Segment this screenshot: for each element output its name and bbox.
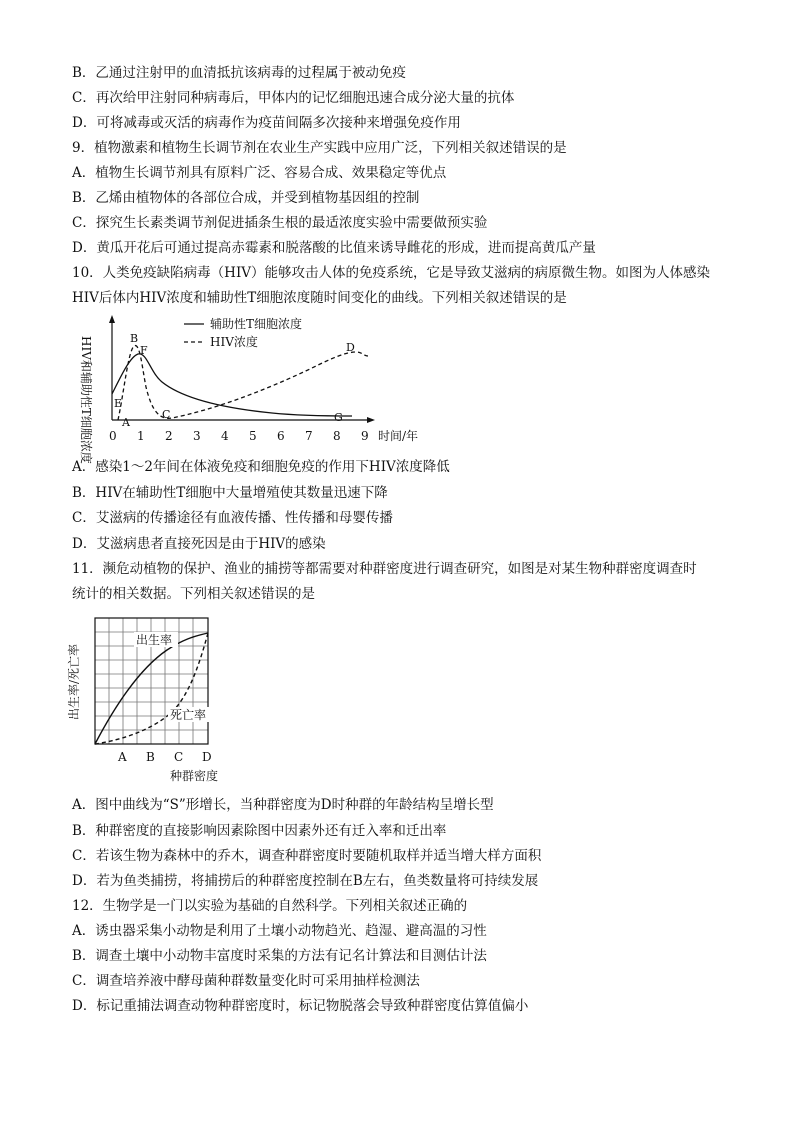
x-category-c: C xyxy=(174,750,184,764)
x-tick-7: 7 xyxy=(305,429,313,443)
q8-option-b: B．乙通过注射甲的血清抵抗该病毒的过程属于被动免疫 xyxy=(72,65,406,81)
population-chart-xlabel: 种群密度 xyxy=(170,769,219,783)
q8-option-c: C．再次给甲注射同种病毒后，甲体内的记忆细胞迅速合成分泌大量的抗体 xyxy=(72,90,515,106)
death-rate-curve xyxy=(95,633,208,744)
q10-option-a: A．感染1～2年间在体液免疫和细胞免疫的作用下HIV浓度降低 xyxy=(72,459,450,475)
q11-option-a: A．图中曲线为“S”形增长，当种群密度为D时种群的年龄结构呈增长型 xyxy=(72,797,494,813)
x-category-d: D xyxy=(202,750,212,764)
q9-stem: 9．植物激素和植物生长调节剂在农业生产实践中应用广泛，下列相关叙述错误的是 xyxy=(72,140,567,156)
q11-stem-line2: 统计的相关数据。下列相关叙述错误的是 xyxy=(72,586,315,602)
hiv-chart-ylabel: HIV和辅助性T细胞浓度 xyxy=(79,336,93,464)
q9-option-b: B．乙烯由植物体的各部位合成，并受到植物基因组的控制 xyxy=(72,190,420,206)
q8-option-d: D．可将减毒或灭活的病毒作为疫苗间隔多次接种来增强免疫作用 xyxy=(72,115,461,131)
point-label-e: E xyxy=(114,397,123,410)
x-tick-9: 9 xyxy=(361,429,369,443)
q11-option-c: C．若该生物为森林中的乔木，调查种群密度时要随机取样并适当增大样方面积 xyxy=(72,848,542,864)
hiv-chart xyxy=(72,312,434,464)
point-label-a: A xyxy=(122,416,130,429)
legend-t-cell-label: 辅助性T细胞浓度 xyxy=(210,317,303,331)
hiv-chart-y-arrow xyxy=(109,315,115,323)
x-category-b: B xyxy=(146,750,155,764)
x-tick-4: 4 xyxy=(221,429,229,443)
q9-option-a: A．植物生长调节剂具有原料广泛、容易合成、效果稳定等优点 xyxy=(72,165,447,181)
q12-option-b: B．调查土壤中小动物丰富度时采集的方法有记名计算法和目测估计法 xyxy=(72,948,487,964)
point-label-f: F xyxy=(140,344,148,357)
q9-option-c: C．探究生长素类调节剂促进插条生根的最适浓度实验中需要做预实验 xyxy=(72,215,488,231)
hiv-chart-x-arrow xyxy=(367,417,375,423)
q11-option-b: B．种群密度的直接影响因素除图中因素外还有迁入率和迁出率 xyxy=(72,823,447,839)
q10-option-d: D．艾滋病患者直接死因是由于HIV的感染 xyxy=(72,536,326,552)
point-label-g: G xyxy=(334,411,343,424)
x-tick-0: 0 xyxy=(109,429,117,443)
q11-option-d: D．若为鱼类捕捞，将捕捞后的种群密度控制在B左右，鱼类数量将可持续发展 xyxy=(72,873,539,889)
q10-stem-line1: 10．人类免疫缺陷病毒（HIV）能够攻击人体的免疫系统，它是导致艾滋病的病原微生物。如图为人体感染 xyxy=(72,265,711,281)
legend-hiv-label: HIV浓度 xyxy=(210,335,258,349)
t-cell-curve xyxy=(112,354,352,416)
birth-rate-label: 出生率 xyxy=(136,633,173,647)
q12-option-c: C．调查培养液中酵母菌种群数量变化时可采用抽样检测法 xyxy=(72,973,420,989)
q10-option-b: B．HIV在辅助性T细胞中大量增殖使其数量迅速下降 xyxy=(72,485,388,501)
q12-option-a: A．诱虫器采集小动物是利用了土壤小动物趋光、趋湿、避高温的习性 xyxy=(72,923,487,939)
birth-rate-curve xyxy=(95,633,208,744)
q12-option-d: D．标记重捕法调查动物种群密度时，标记物脱落会导致种群密度估算值偏小 xyxy=(72,998,529,1014)
x-tick-8: 8 xyxy=(333,429,341,443)
point-label-b: B xyxy=(130,332,139,345)
x-category-a: A xyxy=(118,750,127,764)
death-rate-label: 死亡率 xyxy=(170,708,207,722)
x-tick-2: 2 xyxy=(165,429,173,443)
point-label-c: C xyxy=(162,408,171,421)
q10-option-c: C．艾滋病的传播途径有血液传播、性传播和母婴传播 xyxy=(72,510,393,526)
population-chart xyxy=(67,612,242,788)
x-tick-1: 1 xyxy=(137,429,145,443)
x-tick-6: 6 xyxy=(277,429,285,443)
hiv-chart-xlabel: 时间/年 xyxy=(378,429,419,443)
x-tick-5: 5 xyxy=(249,429,257,443)
hiv-chart-x-ticks xyxy=(109,429,369,443)
q10-stem-line2: HIV后体内HIV浓度和辅助性T细胞浓度随时间变化的曲线。下列相关叙述错误的是 xyxy=(72,290,567,306)
point-label-d: D xyxy=(346,341,355,354)
population-chart-ylabel: 出生率/死亡率 xyxy=(67,643,81,720)
x-tick-3: 3 xyxy=(193,429,201,443)
q11-stem-line1: 11．濒危动植物的保护、渔业的捕捞等都需要对种群密度进行调查研究，如图是对某生物种群密度调查时 xyxy=(72,561,697,577)
q12-stem: 12．生物学是一门以实验为基础的自然科学。下列相关叙述正确的 xyxy=(72,898,468,914)
q9-option-d: D．黄瓜开花后可通过提高赤霉素和脱落酸的比值来诱导雌花的形成，进而提高黄瓜产量 xyxy=(72,240,596,256)
